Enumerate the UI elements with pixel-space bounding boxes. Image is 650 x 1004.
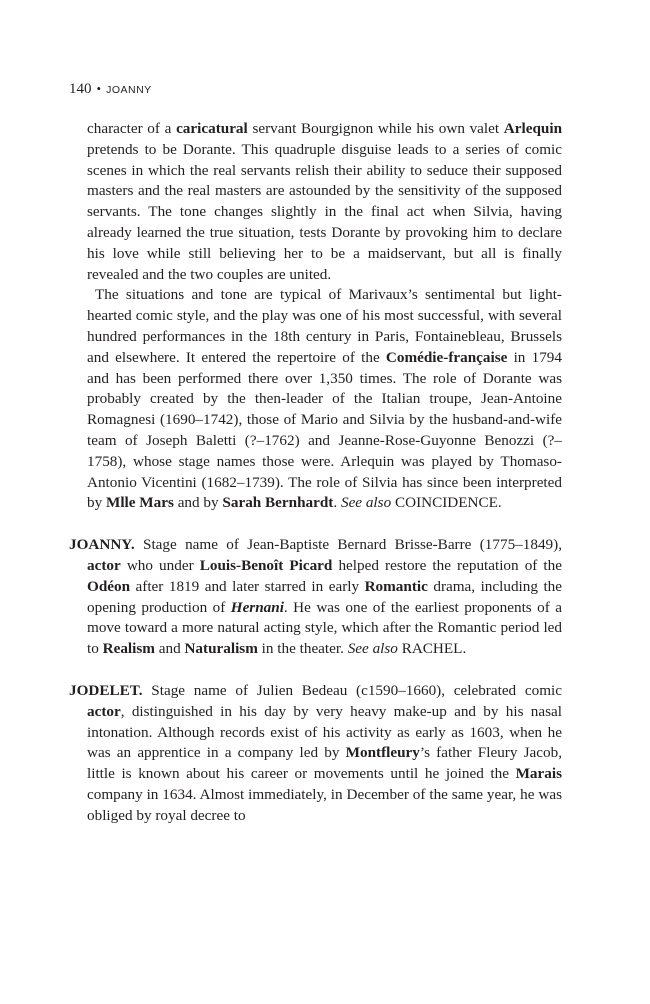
text-run: and [154, 640, 185, 658]
text-run: character of a [87, 120, 177, 137]
bold-term: Sarah Bernhardt [222, 494, 334, 512]
emphasis-run [231, 599, 284, 616]
italic-cross-reference: See also [340, 494, 392, 512]
bold-term: Arlequin [503, 120, 563, 137]
bold-term: Montfleury [345, 744, 420, 762]
text-run: servant Bourgignon while his own valet [247, 120, 504, 137]
italic-cross-reference: See also [347, 640, 398, 658]
dictionary-entry-joanny [69, 535, 562, 660]
text-run: , distinguished in his day by very heavy make-up and by his nasal intonation. Although records exist of his activity as early as 1603, when he was an apprentice in a company led by [87, 702, 562, 762]
text-run: Stage name of Julien Bedeau (c1590–1660), celebrated comic [142, 681, 562, 699]
text-run: The situations and tone are typical of Marivaux’s sentimental but light-hearted comic style, and the play was one of his most successful, with several hundred performances in the 18th century in Paris, Fontainebleau, Brussels and elsewhere. It entered the repertoire of the [87, 286, 562, 366]
text-run: . [333, 494, 341, 512]
bold-term: Odéon [87, 577, 131, 595]
text-run: who under [120, 556, 200, 574]
running-header [69, 80, 152, 99]
bold-term: Louis-Benoît Picard [199, 556, 333, 574]
entry-spacer [69, 660, 562, 681]
entry-spacer [69, 514, 562, 535]
text-run: . He was one of the earliest proponents of a move toward a more natural acting style, which after the Romantic period led to [87, 598, 562, 658]
bold-italic-term: Hernani [230, 598, 284, 616]
text-run: in 1794 and has been performed there over 1,350 times. The role of Dorante was probably created by the then-leader of the Italian troupe, Jean-Antoine Romagnesi (1690–1742), those of Mario and Silvia by the husband-and-wife team of Joseph Baletti (?–1762) and Jeanne-Rose-Guyonne Benozzi (?–1758), whose stage names those were. Arlequin was played by Thomaso-Antonio Vicentini (1682–1739). The role of Silvia has since been interpreted by [87, 348, 562, 512]
bold-term: Realism [102, 640, 155, 658]
dictionary-entry-jodelet [69, 681, 562, 827]
header-bullet: • [96, 81, 102, 96]
text-run: helped restore the reputation of the [332, 556, 562, 574]
text-run: COINCIDENCE. [391, 494, 502, 512]
bold-term: caricatural [176, 120, 248, 137]
text-run: after 1819 and later starred in early [130, 577, 365, 595]
continued-paragraph [69, 119, 562, 285]
bold-term: actor [87, 702, 121, 720]
text-run: ’s father Fleury Jacob, little is known about his career or movements until he joined the [87, 744, 562, 783]
text-run: in the theater. [257, 640, 348, 658]
running-head: JOANNY [106, 84, 152, 96]
bold-term: Mlle Mars [105, 494, 174, 512]
page-body [69, 119, 562, 827]
paragraph-situations [69, 285, 562, 514]
page-number: 140 [69, 81, 92, 97]
text-run: and by [173, 494, 223, 512]
bold-term: Comédie-française [385, 348, 508, 366]
text-run: drama, including the opening production of [87, 577, 562, 616]
bold-term: JOANNY. [69, 536, 135, 554]
text-run: RACHEL. [397, 640, 467, 658]
bold-term: Marais [515, 765, 562, 783]
bold-term: actor [87, 556, 121, 574]
bold-term: Naturalism [184, 640, 258, 658]
text-run: company in 1634. Almost immediately, in December of the same year, he was obliged by royal decree to [87, 785, 562, 824]
bold-term: Romantic [364, 577, 428, 595]
text-run: Stage name of Jean-Baptiste Bernard Brisse-Barre (1775–1849), [134, 536, 562, 554]
bold-term: JODELET. [69, 681, 143, 699]
text-run: pretends to be Dorante. This quadruple disguise leads to a series of comic scenes in which the real servants relish their ability to seduce their supposed masters and the real masters are astounded by the sensitivity of the supposed servants. The tone changes slightly in the final act when Silvia, having already learned the true situation, tests Dorante by provoking him to declare his love while still believing her to be a maidservant, but all is finally revealed and the two couples are united. [87, 140, 562, 283]
